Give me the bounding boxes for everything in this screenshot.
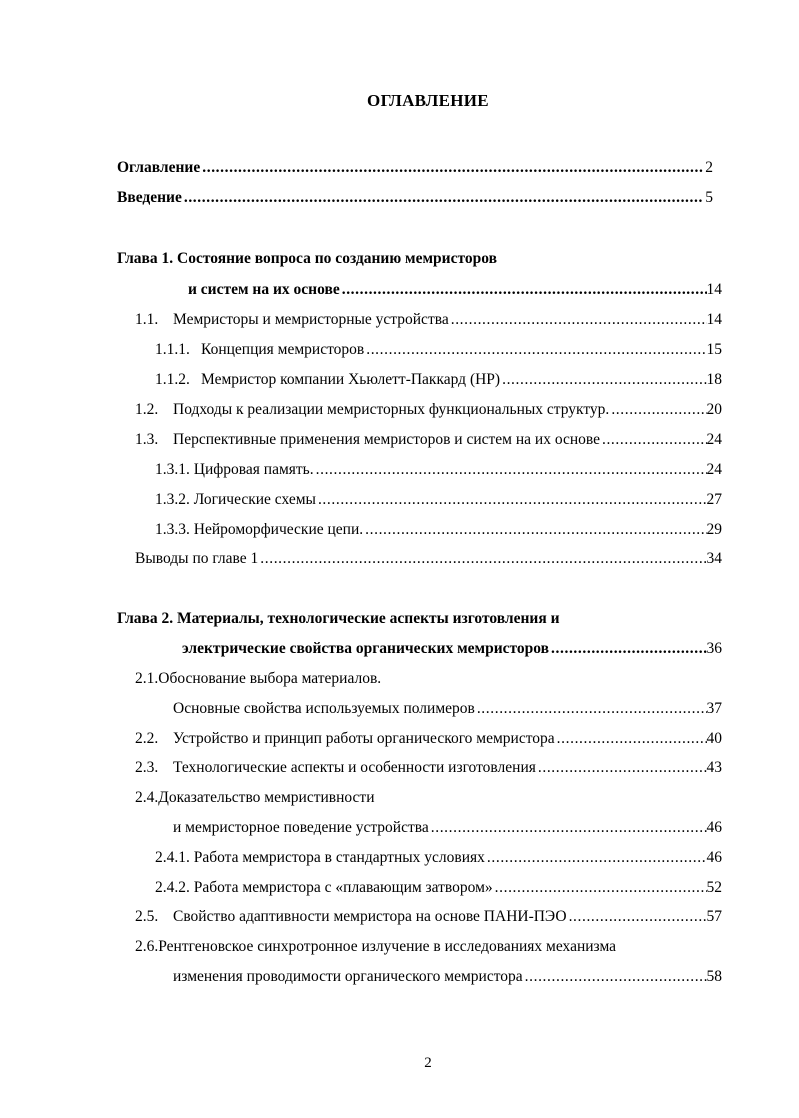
toc-label: изменения проводимости органического мемристора	[173, 968, 523, 985]
dot-leader	[600, 429, 707, 451]
toc-page: 29	[706, 521, 722, 538]
dot-leader	[429, 817, 707, 839]
toc-page: 27	[706, 491, 722, 508]
toc-entry-2-3	[135, 757, 722, 779]
toc-label: Выводы по главе 1	[135, 550, 259, 567]
chapter-1-heading-cont	[188, 279, 722, 301]
toc-label: и систем на их основе	[188, 281, 340, 298]
toc-page: 40	[706, 730, 722, 747]
toc-label: Перспективные применения мемристоров и систем на их основе	[173, 431, 600, 448]
toc-label: Концепция мемристоров	[201, 341, 365, 358]
toc-page: 5	[705, 189, 713, 206]
dot-leader	[567, 906, 707, 928]
section-number: 1.2.	[135, 401, 159, 418]
toc-label: Оглавление	[117, 159, 201, 176]
dot-leader	[316, 489, 707, 511]
dot-leader	[549, 638, 706, 660]
dot-leader	[340, 279, 707, 301]
section-number: 1.1.1.	[155, 341, 190, 358]
toc-label: 1.3.1. Цифровая память.	[155, 461, 314, 478]
section-number: 2.5.	[135, 908, 159, 925]
toc-entry-2-1-cont	[173, 698, 722, 720]
toc-entry-2-4-2	[155, 877, 722, 899]
dot-leader	[500, 369, 706, 391]
toc-label: электрические свойства органических мемристоров	[182, 640, 550, 657]
dot-leader	[609, 399, 706, 421]
toc-page: 18	[706, 371, 722, 388]
toc-page: 34	[706, 550, 722, 567]
section-number: 1.1.	[135, 311, 159, 328]
dot-leader	[536, 757, 707, 779]
toc-label: 1.3.2. Логические схемы	[155, 491, 316, 508]
toc-page: 46	[706, 849, 722, 866]
toc-page: 46	[706, 819, 722, 836]
toc-entry-2-4-cont	[173, 817, 722, 839]
toc-label: Обоснование выбора материалов.	[158, 670, 382, 687]
toc-page: 24	[706, 431, 722, 448]
toc-label: и мемристорное поведение устройства	[173, 819, 429, 836]
dot-leader	[555, 728, 707, 750]
toc-entry-2-6-cont	[173, 966, 722, 988]
toc-entry-2-4	[135, 787, 375, 809]
toc-entry-2-2	[135, 728, 722, 750]
toc-entry-2-1	[135, 668, 381, 690]
toc-entry-1-2	[135, 399, 722, 421]
section-number: 1.3.	[135, 431, 159, 448]
dot-leader	[364, 339, 706, 361]
toc-label: Подходы к реализации мемристорных функциональных структур.	[173, 401, 610, 418]
dot-leader	[493, 877, 707, 899]
toc-label: 2.4.1. Работа мемристора в стандартных условиях	[155, 849, 485, 866]
toc-label: Доказательство мемристивности	[158, 789, 375, 806]
section-number: 2.4.	[135, 789, 159, 806]
toc-label: Введение	[117, 189, 182, 206]
toc-page: 36	[706, 640, 722, 657]
toc-label: Свойство адаптивности мемристора на основе ПАНИ-ПЭО	[173, 908, 567, 925]
chapter-2-heading: Глава 2. Материалы, технологические аспекты изготовления и	[117, 610, 560, 627]
toc-page: 14	[706, 281, 722, 298]
toc-page: 15	[706, 341, 722, 358]
dot-leader	[523, 966, 707, 988]
toc-entry-2-6	[135, 936, 616, 958]
section-number: 2.2.	[135, 730, 159, 747]
toc-label: 2.4.2. Работа мемристора с «плавающим затвором»	[155, 879, 493, 896]
toc-entry-2-5	[135, 906, 722, 928]
toc-entry-1-1	[135, 309, 722, 331]
toc-label: 1.3.3. Нейроморфические цепи.	[155, 521, 364, 538]
toc-entry-2-4-1	[155, 847, 722, 869]
section-number: 1.1.2.	[155, 371, 190, 388]
toc-entry-conclusions-1	[135, 548, 722, 570]
toc-page: 57	[706, 908, 722, 925]
toc-entry-intro	[117, 187, 713, 209]
dot-leader	[314, 459, 707, 481]
dot-leader	[258, 548, 706, 570]
dot-leader	[200, 157, 703, 179]
page-title: ОГЛАВЛЕНИЕ	[367, 91, 489, 110]
chapter-2-heading-cont	[182, 638, 722, 660]
toc-label: Мемристор компании Хьюлетт-Паккард (HP)	[201, 371, 501, 388]
toc-page: 14	[706, 311, 722, 328]
toc-page: 43	[706, 759, 722, 776]
dot-leader	[363, 519, 706, 541]
toc-entry-1-3-1	[155, 459, 722, 481]
chapter-1-heading: Глава 1. Состояние вопроса по созданию мемристоров	[117, 250, 497, 267]
section-number: 2.6.	[135, 938, 159, 955]
toc-entry-1-1-1	[155, 339, 722, 361]
toc-page: 2	[705, 159, 713, 176]
toc-label: Основные свойства используемых полимеров	[173, 700, 475, 717]
page-number: 2	[424, 1055, 432, 1071]
toc-page: 52	[706, 879, 722, 896]
toc-entry-contents	[117, 157, 713, 179]
toc-entry-1-3-3	[155, 519, 722, 541]
dot-leader	[449, 309, 707, 331]
toc-entry-1-3	[135, 429, 722, 451]
toc-entry-1-3-2	[155, 489, 722, 511]
dot-leader	[475, 698, 707, 720]
toc-page: 20	[706, 401, 722, 418]
toc-page: 24	[706, 461, 722, 478]
toc-entry-1-1-2	[155, 369, 722, 391]
toc-page: 58	[706, 968, 722, 985]
toc-label: Технологические аспекты и особенности изготовления	[173, 759, 536, 776]
dot-leader	[182, 187, 703, 209]
section-number: 2.1.	[135, 670, 159, 687]
section-number: 2.3.	[135, 759, 159, 776]
dot-leader	[485, 847, 707, 869]
toc-label: Рентгеновское синхротронное излучение в исследованиях механизма	[158, 938, 617, 955]
toc-label: Мемристоры и мемристорные устройства	[173, 311, 449, 328]
toc-page: 37	[706, 700, 722, 717]
toc-label: Устройство и принцип работы органического мемристора	[173, 730, 555, 747]
